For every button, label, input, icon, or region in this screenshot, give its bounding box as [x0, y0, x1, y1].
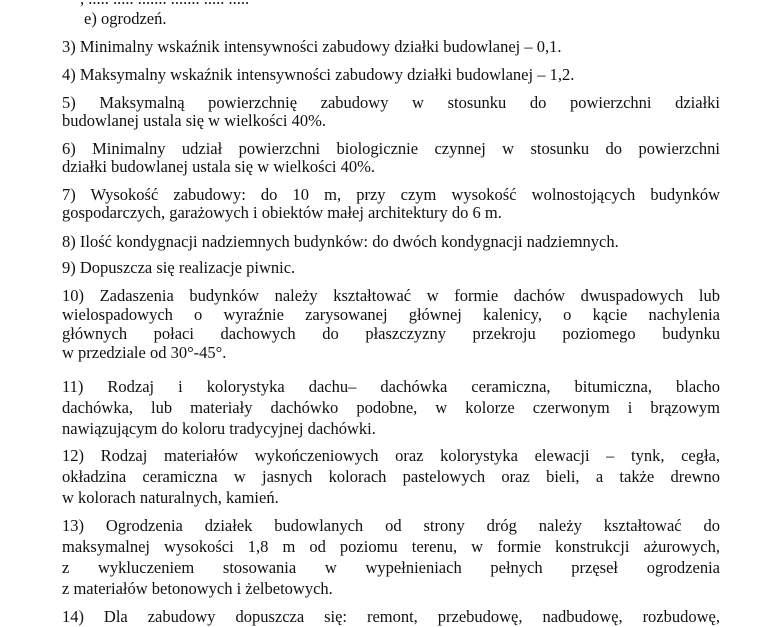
list-item-6-line-1: 6) Minimalny udział powierzchni biologicznie czynnej w stosunku do powierzchni [62, 139, 720, 158]
list-item-10-line-3: głównych połaci dachowych do płaszczyzny przekroju poziomego budynku [62, 324, 720, 343]
list-item-7-line-2: gospodarczych, garażowych i obiektów małej architektury do 6 m. [62, 203, 502, 222]
list-item-10-line-1: 10) Zadaszenia budynków należy kształtować w formie dachów dwuspadowych lub [62, 286, 720, 305]
list-item-4: 4) Maksymalny wskaźnik intensywności zabudowy działki budowlanej – 1,2. [62, 65, 575, 84]
list-item-3: 3) Minimalny wskaźnik intensywności zabudowy działki budowlanej – 0,1. [62, 37, 562, 56]
list-item-11-line-2: dachówka, lub materiały dachówko podobne, w kolorze czerwonym i brązowym [62, 398, 720, 417]
list-item-11-line-3: nawiązującym do koloru tradycyjnej dachówki. [62, 419, 376, 438]
list-item-13-line-2: maksymalnej wysokości 1,8 m od poziomu terenu, w formie konstrukcji ażurowych, [62, 537, 720, 556]
list-item-13-line-4: z materiałów betonowych i żelbetowych. [62, 579, 333, 598]
list-item-5-line-1: 5) Maksymalną powierzchnię zabudowy w stosunku do powierzchni działki [62, 93, 720, 112]
list-item-10-line-4: w przedziale od 30°-45°. [62, 343, 227, 362]
list-item-14-line-1: 14) Dla zabudowy dopuszcza się: remont, przebudowę, nadbudowę, rozbudowę, [62, 607, 720, 626]
list-item-12-line-3: w kolorach naturalnych, kamień. [62, 488, 279, 507]
list-item-5-line-2: budowlanej ustala się w wielkości 40%. [62, 111, 326, 130]
list-item-7-line-1: 7) Wysokość zabudowy: do 10 m, przy czym wysokość wolnostojących budynków [62, 185, 720, 204]
cut-off-text-line [80, 0, 738, 9]
list-item-e: e) ogrodzeń. [84, 9, 167, 28]
list-item-11-line-1: 11) Rodzaj i kolorystyka dachu– dachówka ceramiczna, bitumiczna, blacho [62, 377, 720, 396]
list-item-9: 9) Dopuszcza się realizacje piwnic. [62, 258, 296, 277]
list-item-10-line-2: wielospadowych o wyraźnie zarysowanej głównej kalenicy, o kącie nachylenia [62, 305, 720, 324]
list-item-8: 8) Ilość kondygnacji nadziemnych budynków: do dwóch kondygnacji nadziemnych. [62, 232, 619, 251]
list-item-12-line-2: okładzina ceramiczna w jasnych kolorach pastelowych oraz bieli, a także drewno [62, 467, 720, 486]
list-item-12-line-1: 12) Rodzaj materiałów wykończeniowych oraz kolorystyka elewacji – tynk, cegła, [62, 446, 720, 465]
list-item-6-line-2: działki budowlanej ustala się w wielkości 40%. [62, 157, 375, 176]
list-item-13-line-1: 13) Ogrodzenia działek budowlanych od strony dróg należy kształtować do [62, 516, 720, 535]
list-item-13-line-3: z wykluczeniem stosowania w wypełnieniach pełnych przęseł ogrodzenia [62, 558, 720, 577]
